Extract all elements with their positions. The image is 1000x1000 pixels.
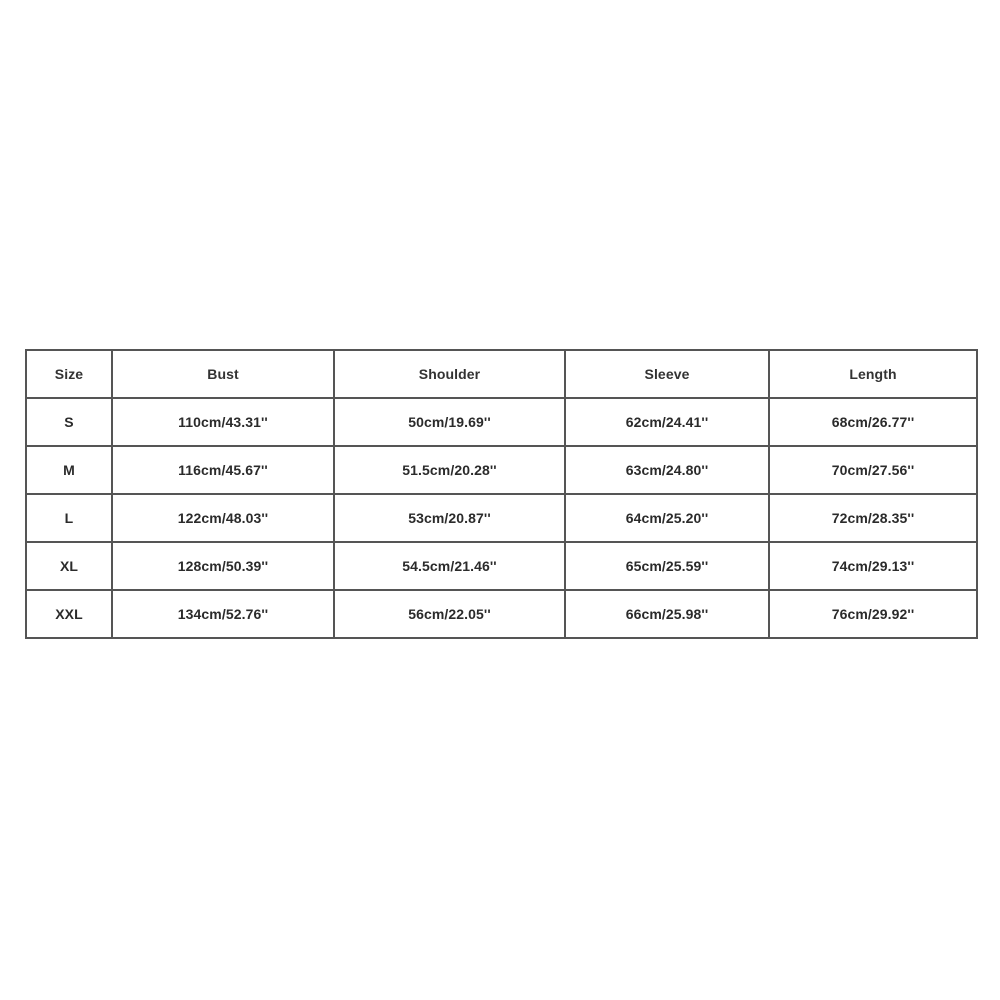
sleeve-cell: 65cm/25.59'' bbox=[565, 542, 769, 590]
bust-cell: 122cm/48.03'' bbox=[112, 494, 334, 542]
header-size: Size bbox=[26, 350, 112, 398]
shoulder-cell: 50cm/19.69'' bbox=[334, 398, 565, 446]
length-cell: 68cm/26.77'' bbox=[769, 398, 977, 446]
shoulder-cell: 54.5cm/21.46'' bbox=[334, 542, 565, 590]
bust-cell: 110cm/43.31'' bbox=[112, 398, 334, 446]
sleeve-cell: 62cm/24.41'' bbox=[565, 398, 769, 446]
size-cell: S bbox=[26, 398, 112, 446]
bust-cell: 128cm/50.39'' bbox=[112, 542, 334, 590]
table-header-row bbox=[26, 350, 977, 398]
shoulder-cell: 53cm/20.87'' bbox=[334, 494, 565, 542]
table-row bbox=[26, 542, 977, 590]
header-bust: Bust bbox=[112, 350, 334, 398]
length-cell: 70cm/27.56'' bbox=[769, 446, 977, 494]
table-row bbox=[26, 398, 977, 446]
size-cell: M bbox=[26, 446, 112, 494]
table-row bbox=[26, 494, 977, 542]
size-cell: L bbox=[26, 494, 112, 542]
table-row bbox=[26, 590, 977, 638]
length-cell: 74cm/29.13'' bbox=[769, 542, 977, 590]
header-length: Length bbox=[769, 350, 977, 398]
sleeve-cell: 63cm/24.80'' bbox=[565, 446, 769, 494]
shoulder-cell: 56cm/22.05'' bbox=[334, 590, 565, 638]
shoulder-cell: 51.5cm/20.28'' bbox=[334, 446, 565, 494]
sleeve-cell: 66cm/25.98'' bbox=[565, 590, 769, 638]
bust-cell: 134cm/52.76'' bbox=[112, 590, 334, 638]
length-cell: 72cm/28.35'' bbox=[769, 494, 977, 542]
size-cell: XXL bbox=[26, 590, 112, 638]
header-shoulder: Shoulder bbox=[334, 350, 565, 398]
bust-cell: 116cm/45.67'' bbox=[112, 446, 334, 494]
header-sleeve: Sleeve bbox=[565, 350, 769, 398]
sleeve-cell: 64cm/25.20'' bbox=[565, 494, 769, 542]
table-row bbox=[26, 446, 977, 494]
size-cell: XL bbox=[26, 542, 112, 590]
size-chart-table bbox=[25, 349, 978, 639]
length-cell: 76cm/29.92'' bbox=[769, 590, 977, 638]
